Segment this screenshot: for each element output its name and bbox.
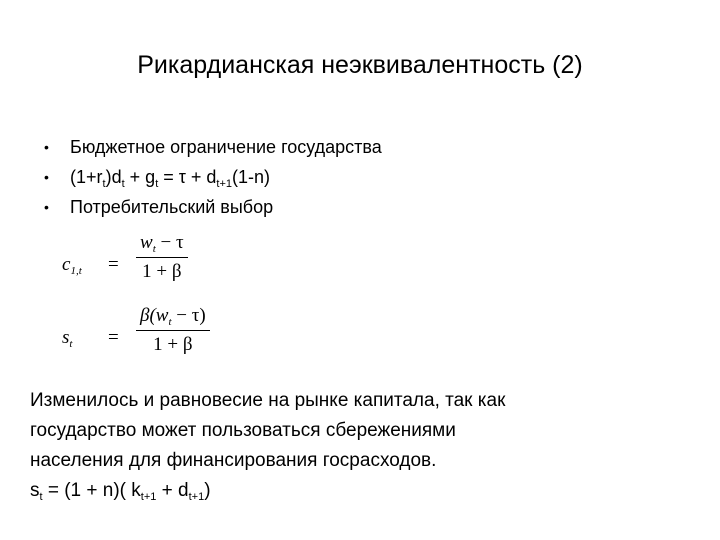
equation-part: )d (105, 167, 122, 187)
equation-subscript: t+1 (188, 491, 205, 503)
bullet-text: Потребительский выбор (70, 197, 274, 217)
formula-fraction (136, 232, 188, 283)
equation-part: = (1 + n)( k (42, 480, 141, 501)
bullet-text: Бюджетное ограничение государства (70, 137, 382, 157)
equation-part: (1+r (70, 167, 103, 187)
bullet-item-budget-equation (44, 162, 382, 192)
formula-numerator-w: w (155, 305, 169, 326)
formula-numerator-subscript: t (152, 243, 156, 255)
bullet-marker: • (44, 169, 49, 185)
formula-lhs: c (62, 254, 71, 275)
formula-lhs: s (62, 327, 70, 348)
equation-subscript: t (155, 178, 159, 190)
bullet-list (44, 132, 382, 222)
formula-numerator-subscript: t (168, 316, 172, 328)
formula-numerator-w: w (140, 232, 153, 253)
bullet-item-budget (44, 132, 382, 162)
bullet-marker: • (44, 199, 49, 215)
equation-subscript: t (121, 178, 125, 190)
formula-lhs-subscript: t (69, 338, 73, 350)
equation-part: (1-n) (232, 167, 271, 187)
savings-formula (62, 305, 282, 375)
formula-denominator: 1 + β (136, 257, 188, 283)
formula-numerator-beta: β( (140, 305, 156, 326)
formula-equals: = (108, 327, 119, 348)
formula-fraction (136, 305, 210, 356)
equation-part: s (30, 480, 40, 501)
consumption-formula (62, 232, 262, 302)
formula-equals: = (108, 254, 119, 275)
conclusion-paragraph (30, 386, 690, 506)
bullet-marker: • (44, 139, 49, 155)
paragraph-line: населения для финансирования госрасходов. (30, 450, 437, 471)
formula-numerator-rest: − τ (155, 232, 184, 253)
formula-lhs-subscript: 1,t (70, 265, 82, 277)
equation-part: + g (124, 167, 156, 187)
paragraph-line: Изменилось и равновесие на рынке капитала, так как (30, 390, 506, 411)
savings-equation (30, 476, 690, 506)
equation-subscript: t (39, 491, 43, 503)
formula-denominator: 1 + β (136, 330, 210, 356)
formula-numerator-rest: − τ) (171, 305, 206, 326)
bullet-item-consumer-choice (44, 192, 382, 222)
equation-subscript: t+1 (140, 491, 157, 503)
equation-part: ) (204, 480, 211, 501)
equation-part: + d (156, 480, 189, 501)
equation-part: = τ + d (158, 167, 217, 187)
slide-title: Рикардианская неэквивалентность (2) (137, 51, 583, 79)
equation-subscript: t (102, 178, 106, 190)
paragraph-line: государство может пользоваться сбережениями (30, 420, 456, 441)
equation-subscript: t+1 (216, 178, 233, 190)
